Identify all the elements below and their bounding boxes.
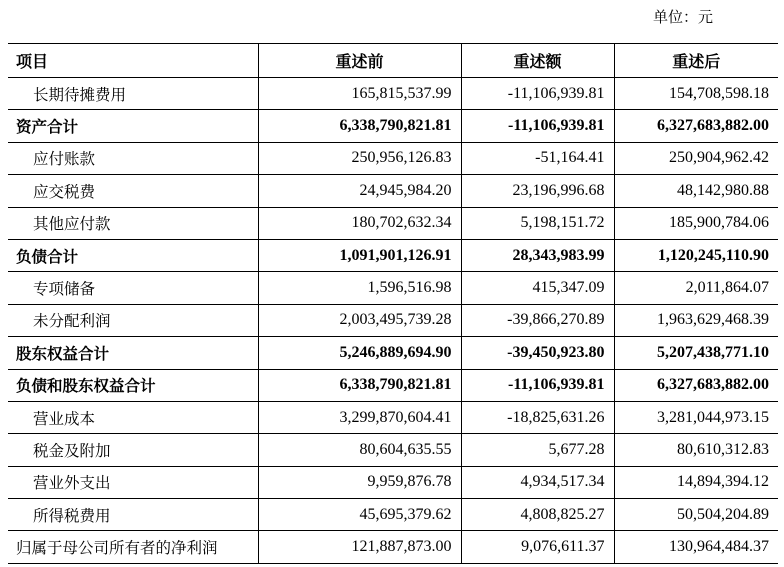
cell-after: 6,327,683,882.00 — [614, 110, 778, 142]
table-row — [8, 401, 778, 433]
cell-amount: -39,866,270.89 — [461, 304, 614, 336]
cell-amount: -51,164.41 — [461, 142, 614, 174]
cell-before: 9,959,876.78 — [258, 466, 461, 498]
row-label: 负债合计 — [8, 239, 258, 271]
cell-before: 121,887,873.00 — [258, 531, 461, 563]
cell-amount: -18,825,631.26 — [461, 401, 614, 433]
table-row — [8, 207, 778, 239]
header-item: 项目 — [8, 44, 258, 78]
cell-before: 250,956,126.83 — [258, 142, 461, 174]
cell-before: 5,246,889,694.90 — [258, 337, 461, 369]
cell-before: 45,695,379.62 — [258, 499, 461, 531]
cell-amount: 5,198,151.72 — [461, 207, 614, 239]
cell-after: 48,142,980.88 — [614, 175, 778, 207]
cell-after: 154,708,598.18 — [614, 78, 778, 110]
cell-after: 6,327,683,882.00 — [614, 369, 778, 401]
table-body — [8, 78, 778, 564]
cell-before: 1,091,901,126.91 — [258, 239, 461, 271]
cell-before: 2,003,495,739.28 — [258, 304, 461, 336]
cell-after: 14,894,394.12 — [614, 466, 778, 498]
cell-before: 1,596,516.98 — [258, 272, 461, 304]
table-row — [8, 142, 778, 174]
cell-before: 80,604,635.55 — [258, 434, 461, 466]
restatement-table — [8, 43, 778, 564]
row-label: 负债和股东权益合计 — [8, 369, 258, 401]
cell-before: 6,338,790,821.81 — [258, 110, 461, 142]
row-label: 所得税费用 — [8, 499, 258, 531]
table-row — [8, 369, 778, 401]
row-label: 其他应付款 — [8, 207, 258, 239]
table-row — [8, 499, 778, 531]
cell-before: 3,299,870,604.41 — [258, 401, 461, 433]
table-row — [8, 531, 778, 563]
header-amount: 重述额 — [461, 44, 614, 78]
cell-amount: 23,196,996.68 — [461, 175, 614, 207]
table-row — [8, 304, 778, 336]
cell-after: 80,610,312.83 — [614, 434, 778, 466]
unit-label: 单位：元 — [653, 8, 714, 26]
table-row — [8, 434, 778, 466]
cell-before: 165,815,537.99 — [258, 78, 461, 110]
row-label: 未分配利润 — [8, 304, 258, 336]
row-label: 营业成本 — [8, 401, 258, 433]
table-row — [8, 78, 778, 110]
table-row — [8, 239, 778, 271]
row-label: 股东权益合计 — [8, 337, 258, 369]
row-label: 归属于母公司所有者的净利润 — [8, 531, 258, 563]
row-label: 长期待摊费用 — [8, 78, 258, 110]
table-row — [8, 466, 778, 498]
cell-amount: -11,106,939.81 — [461, 110, 614, 142]
row-label: 应交税费 — [8, 175, 258, 207]
cell-amount: 5,677.28 — [461, 434, 614, 466]
cell-after: 185,900,784.06 — [614, 207, 778, 239]
header-before: 重述前 — [258, 44, 461, 78]
cell-before: 180,702,632.34 — [258, 207, 461, 239]
cell-amount: -11,106,939.81 — [461, 369, 614, 401]
cell-after: 130,964,484.37 — [614, 531, 778, 563]
cell-after: 1,963,629,468.39 — [614, 304, 778, 336]
cell-after: 50,504,204.89 — [614, 499, 778, 531]
header-after: 重述后 — [614, 44, 778, 78]
table-row — [8, 110, 778, 142]
cell-before: 6,338,790,821.81 — [258, 369, 461, 401]
cell-after: 2,011,864.07 — [614, 272, 778, 304]
cell-amount: 9,076,611.37 — [461, 531, 614, 563]
cell-amount: -39,450,923.80 — [461, 337, 614, 369]
cell-before: 24,945,984.20 — [258, 175, 461, 207]
table-row — [8, 337, 778, 369]
cell-after: 1,120,245,110.90 — [614, 239, 778, 271]
cell-amount: 415,347.09 — [461, 272, 614, 304]
row-label: 应付账款 — [8, 142, 258, 174]
cell-amount: 4,808,825.27 — [461, 499, 614, 531]
row-label: 营业外支出 — [8, 466, 258, 498]
cell-after: 3,281,044,973.15 — [614, 401, 778, 433]
cell-amount: 28,343,983.99 — [461, 239, 614, 271]
table-row — [8, 272, 778, 304]
cell-amount: 4,934,517.34 — [461, 466, 614, 498]
cell-amount: -11,106,939.81 — [461, 78, 614, 110]
row-label: 税金及附加 — [8, 434, 258, 466]
table-header-row — [8, 44, 778, 78]
cell-after: 5,207,438,771.10 — [614, 337, 778, 369]
table-row — [8, 175, 778, 207]
row-label: 资产合计 — [8, 110, 258, 142]
cell-after: 250,904,962.42 — [614, 142, 778, 174]
row-label: 专项储备 — [8, 272, 258, 304]
